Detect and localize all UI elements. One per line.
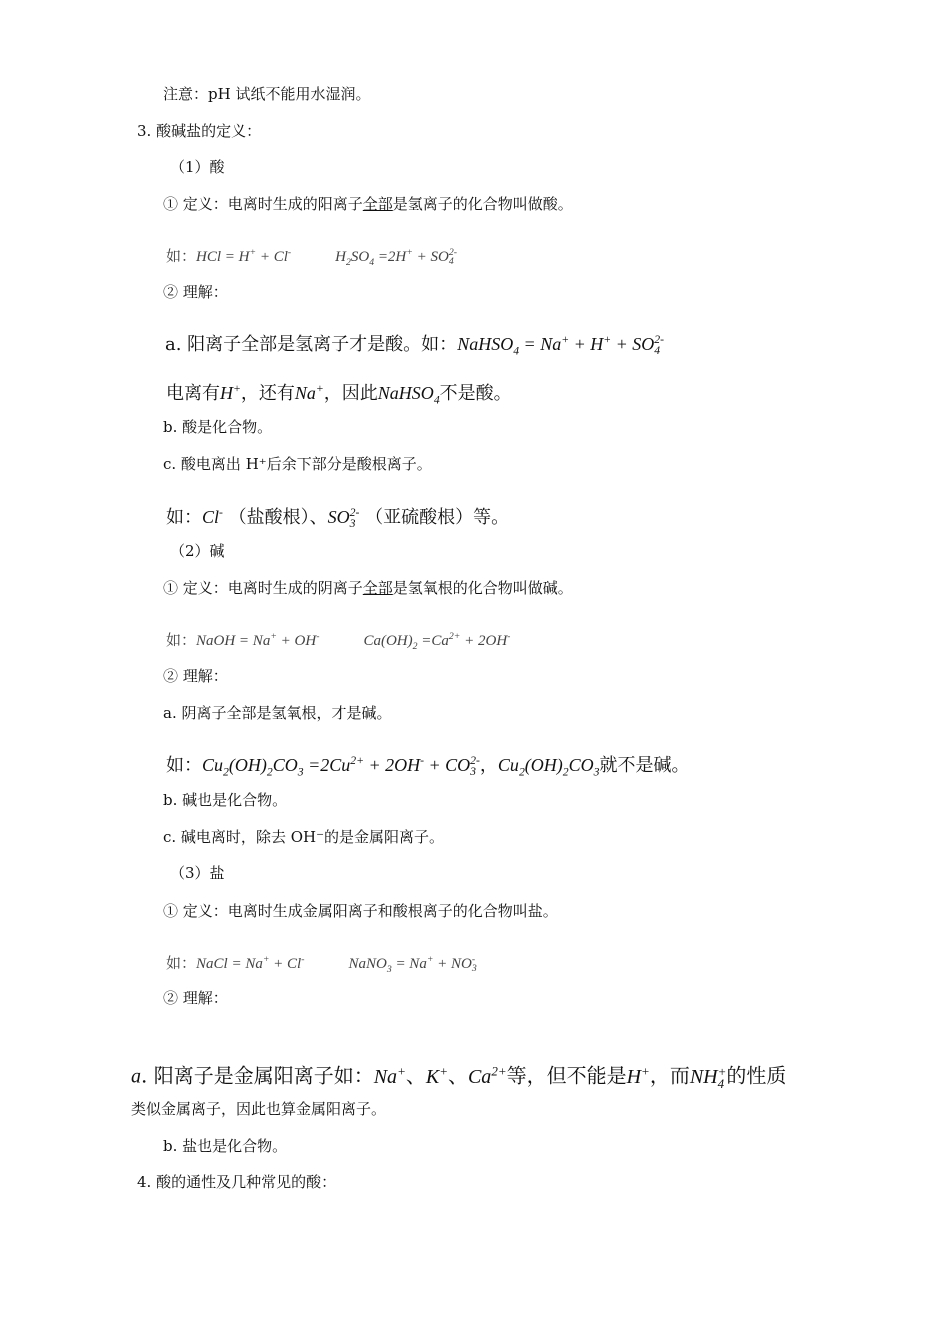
base-counterexample: 如：$Cu_2(OH)_2CO_3 =2Cu^{2+} + 2OH^-$ + CO 2- 3 ，$Cu_2(OH)_2CO_3$就不是碱。: [166, 754, 690, 779]
acid-example-equations: 如：HCl = H+ + Cl- $H_2SO_4 =2H^+$ + SO 2- 4: [166, 246, 457, 268]
salt-understanding-a-cont: 类似金属离子，因此也算金属阳离子。: [131, 1100, 387, 1118]
note-line: 注意：pH 试纸不能用水湿润。: [163, 85, 371, 103]
acid-understanding-c: c. 酸电离出 H⁺后余下部分是酸根离子。: [163, 455, 432, 473]
acid-radical-examples: 如：Cl- （盐酸根）、SO 2- 3 （亚硫酸根）等。: [166, 506, 510, 530]
salt-understanding-heading: ② 理解：: [163, 989, 228, 1007]
section-heading-3: 3. 酸碱盐的定义：: [137, 122, 262, 140]
base-example-equations: 如：NaOH = Na+ + OH- $Ca(OH)_2 =Ca^{2+} + 2OH^-$: [166, 631, 511, 652]
base-understanding-c: c. 碱电离时，除去 OH⁻的是金属阳离子。: [163, 828, 445, 846]
acid-understanding-a-cont: 电离有H+，还有Na+，因此NaHSO$_4$不是酸。: [166, 382, 512, 407]
section-heading-4: 4. 酸的通性及几种常见的酸：: [137, 1173, 337, 1191]
base-understanding-a: a. 阴离子全部是氢氧根，才是碱。: [163, 704, 392, 722]
base-understanding-heading: ② 理解：: [163, 667, 228, 685]
salt-definition: ① 定义：电离时生成金属阳离子和酸根离子的化合物叫盐。: [163, 902, 558, 920]
salt-example-equations: 如：NaCl = Na+ + Cl- NaNO$_3$ = Na+ + NO - 3: [166, 953, 477, 975]
base-definition: ① 定义：电离时生成的阴离子全部是氢氧根的化合物叫做碱。: [163, 579, 573, 597]
subheading-salt: （3）盐: [170, 864, 225, 882]
salt-understanding-b: b. 盐也是化合物。: [163, 1137, 288, 1155]
subheading-acid: （1）酸: [170, 158, 225, 176]
subheading-base: （2）碱: [170, 542, 225, 560]
acid-definition: ① 定义：电离时生成的阳离子全部是氢离子的化合物叫做酸。: [163, 195, 573, 213]
acid-understanding-b: b. 酸是化合物。: [163, 418, 273, 436]
salt-understanding-a: a. 阳离子是金属阳离子如：Na+、K+、$Ca^{2+}$等，但不能是H+，而NH + 4 的性质: [131, 1063, 787, 1092]
base-understanding-b: b. 碱也是化合物。: [163, 791, 288, 809]
acid-understanding-heading: ② 理解：: [163, 283, 228, 301]
acid-understanding-a: a. 阳离子全部是氢离子才是酸。如：NaHSO$_4$ = Na+ + H+ + SO 2- 4: [165, 333, 665, 358]
